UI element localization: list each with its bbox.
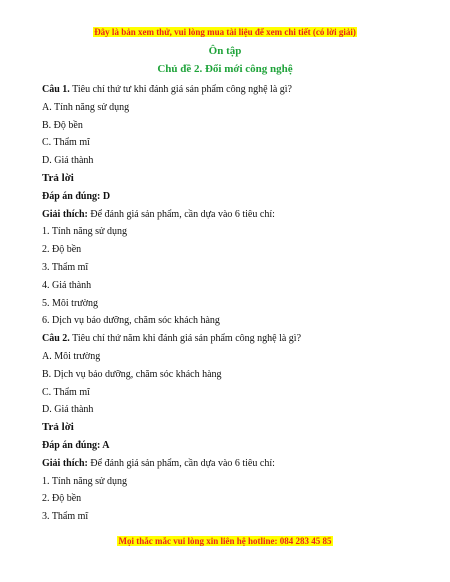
question-1-explanation-label: Giải thích: <box>42 208 88 220</box>
question-2 <box>42 330 422 348</box>
question-2-option-b: B. Dịch vụ bảo dưỡng, chăm sóc khách hàng <box>42 368 222 380</box>
question-2-criterion: 2. Độ bền <box>42 493 82 505</box>
page-subtitle: Chủ đề 2. Đổi mới công nghệ <box>157 63 293 75</box>
question-2-answer: Đáp án đúng: A <box>42 439 110 451</box>
question-1-option-a: A. Tính năng sử dụng <box>42 101 130 113</box>
question-1-option-c: C. Thẩm mĩ <box>42 137 90 149</box>
hotline-banner-text: Mọi thắc mắc vui lòng xin liên hệ hotline: 084 283 45 85 <box>118 536 332 546</box>
document-body <box>42 81 422 526</box>
question-2-criterion: 3. Thẩm mĩ <box>42 511 89 523</box>
hotline-banner <box>0 536 450 546</box>
question-1-criterion: 3. Thẩm mĩ <box>42 261 89 273</box>
question-2-option-c: C. Thẩm mĩ <box>42 386 90 398</box>
question-1-option-d: D. Giá thành <box>42 155 94 167</box>
question-1-explanation <box>42 206 422 224</box>
question-2-text: Tiêu chí thứ năm khi đánh giá sản phẩm công nghệ là gì? <box>69 333 302 345</box>
question-1-criterion: 5. Môi trường <box>42 297 98 309</box>
question-1-criterion: 1. Tính năng sử dụng <box>42 226 127 238</box>
question-1-label: Câu 1. <box>42 84 70 95</box>
question-2-criterion: 1. Tính năng sử dụng <box>42 475 127 487</box>
question-2-explanation-text: Để đánh giá sản phẩm, cần dựa vào 6 tiêu chí: <box>87 457 275 469</box>
question-2-label: Câu 2. <box>42 333 70 345</box>
question-1-explanation-text: Để đánh giá sản phẩm, cần dựa vào 6 tiêu chí: <box>87 208 275 220</box>
question-1-answer: Đáp án đúng: D <box>42 190 111 202</box>
question-1-text: Tiêu chí thứ tư khi đánh giá sản phẩm công nghệ là gì? <box>69 84 292 95</box>
question-1-answer-heading: Trả lời <box>42 171 74 184</box>
question-1-criterion: 6. Dịch vụ bảo dưỡng, chăm sóc khách hàng <box>42 315 220 327</box>
question-1-criterion: 2. Độ bền <box>42 244 82 256</box>
preview-banner <box>0 27 450 37</box>
question-2-explanation <box>42 455 422 473</box>
question-2-answer-heading: Trả lời <box>42 421 74 434</box>
question-1-criterion: 4. Giá thành <box>42 279 92 291</box>
preview-banner-text: Đây là bản xem thử, vui lòng mua tài liệu để xem chi tiết (có lời giải) <box>94 27 356 37</box>
page-title: Ôn tập <box>208 45 242 57</box>
question-2-option-a: A. Môi trường <box>42 350 101 362</box>
question-1-option-b: B. Độ bền <box>42 119 83 131</box>
question-2-option-d: D. Giá thành <box>42 404 94 416</box>
question-1 <box>42 81 422 99</box>
question-2-explanation-label: Giải thích: <box>42 457 88 469</box>
